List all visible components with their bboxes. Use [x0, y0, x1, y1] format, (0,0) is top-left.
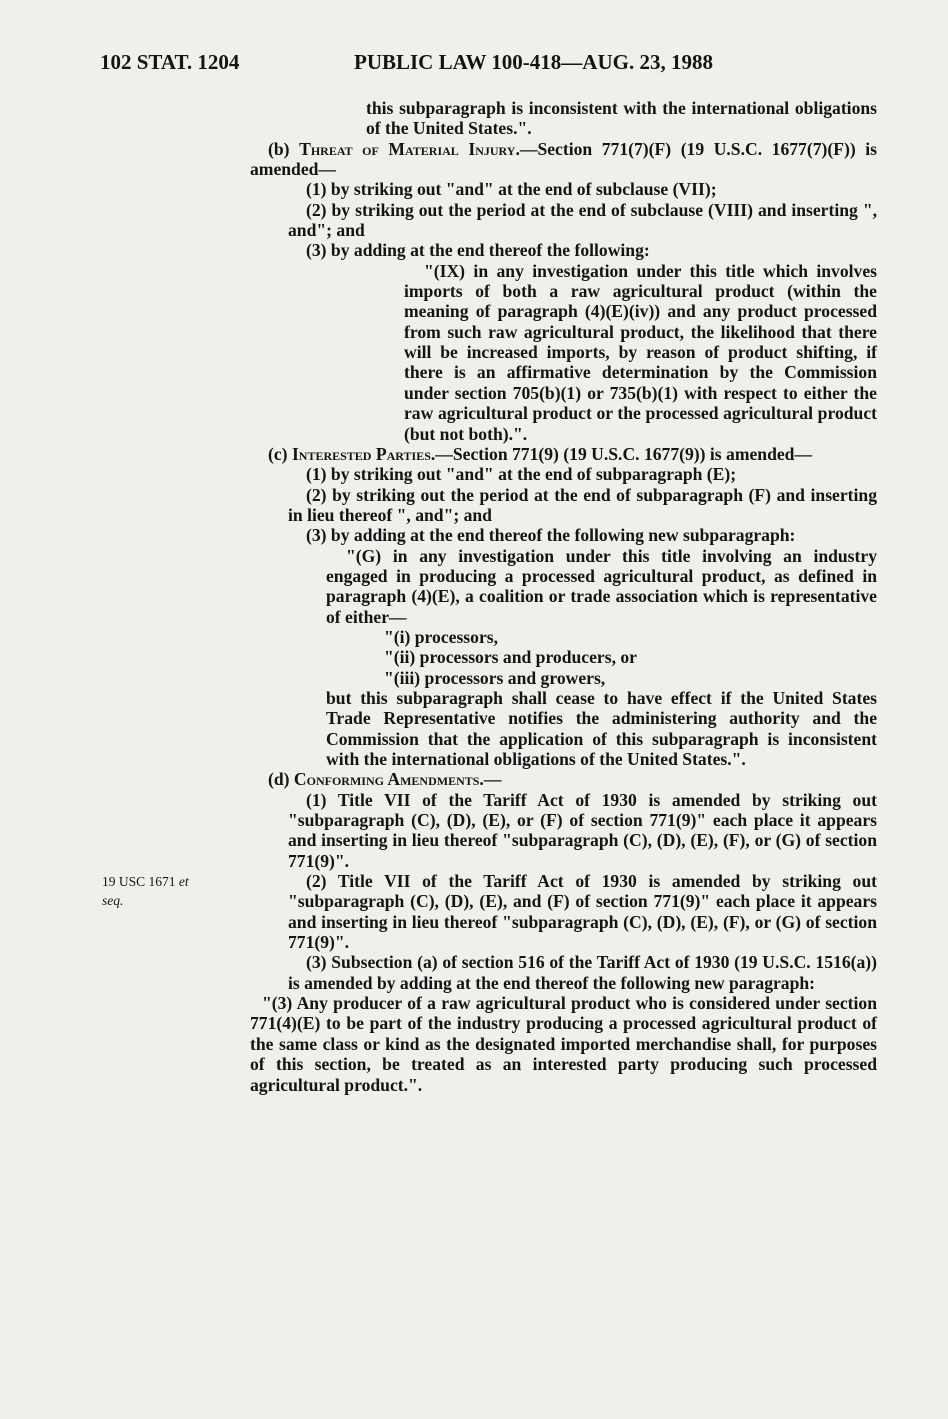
page-header [100, 50, 880, 80]
subsection-d-item-2: (2) Title VII of the Tariff Act of 1930 is amended by striking out "subparagraph (C), (D), (E), and (F) of section 771(9)" each place it appears and inserting in lieu thereof "subparagraph (C), (D), (E), (F), or (G) of section 771(9)". [288, 871, 877, 953]
subsection-b-item-3: (3) by adding at the end thereof the following: [306, 240, 650, 261]
subsection-d [250, 769, 877, 789]
margin-citation [102, 872, 222, 910]
subsection-b-heading: Threat of Material Injury. [299, 138, 520, 159]
subsection-c-heading: Interested Parties. [291, 443, 436, 464]
subsection-c [250, 444, 877, 464]
body-text [250, 98, 877, 1095]
subsection-b-text: —Section 771(7)(F) (19 U.S.C. 1677(7)(F)) is amended— [250, 138, 877, 180]
subparagraph-g-ii: "(ii) processors and producers, or [384, 647, 637, 668]
public-law-title: PUBLIC LAW 100-418—AUG. 23, 1988 [354, 50, 713, 74]
subclause-ix: "(IX) in any investigation under this title which involves imports of both a raw agricultural product (within the meaning of paragraph (4)(E)(iv)) and any product processed from such raw agricultural product, the likelihood that there will be increased imports, by reason of product shifting, if there is an affirmative determination by the Commission under section 705(b)(1) or 735(b)(1) with respect to either the raw agricultural product or the processed agricultural product (but not both).". [404, 260, 877, 444]
subparagraph-g-i: "(i) processors, [384, 626, 499, 647]
margin-citation-seq: seq. [102, 893, 124, 908]
subsection-d-item-1: (1) Title VII of the Tariff Act of 1930 is amended by striking out "subparagraph (C), (D), (E), or (F) of section 771(9)" each place it appears and inserting in lieu thereof "subparagraph (C), (D), (E), (F), or (G) of section 771(9)". [288, 789, 877, 871]
subsection-d-dash: — [483, 769, 502, 790]
subsection-d-heading: Conforming Amendments. [293, 769, 484, 790]
subsection-c-label: (c) [268, 443, 288, 464]
subsection-c-item-1: (1) by striking out "and" at the end of subparagraph (E); [306, 464, 737, 485]
continuation-paragraph: this subparagraph is inconsistent with the international obligations of the United States.". [366, 98, 877, 139]
statute-page-number: 102 STAT. 1204 [100, 50, 240, 74]
subsection-b-item-1: (1) by striking out "and" at the end of subclause (VII); [306, 179, 717, 200]
subparagraph-g-tail: but this subparagraph shall cease to have effect if the United States Trade Representative notifies the administering authority and the Commission that the application of this subparagraph is inconsistent with the international obligations of the United States.". [326, 687, 877, 769]
subsection-b-item-2: (2) by striking out the period at the end of subclause (VIII) and inserting ", and"; and [288, 199, 877, 241]
subsection-d-item-3: (3) Subsection (a) of section 516 of the Tariff Act of 1930 (19 U.S.C. 1516(a)) is amended by adding at the end thereof the following new paragraph: [288, 952, 877, 993]
margin-citation-et: et [178, 874, 189, 889]
subsection-b [250, 139, 877, 180]
subsection-c-item-3: (3) by adding at the end thereof the following new subparagraph: [306, 525, 796, 546]
subsection-c-item-2: (2) by striking out the period at the end of subparagraph (F) and inserting in lieu thereof ", and"; and [288, 484, 877, 525]
subsection-d-label: (d) [268, 769, 290, 790]
quoted-paragraph-3: "(3) Any producer of a raw agricultural product who is considered under section 771(4)(E) to be part of the industry producing a processed agricultural product of the same class or kind as the designated imported merchandise shall, for purposes of this section, be treated as an interested party producing such processed agricultural product.". [250, 993, 877, 1095]
margin-citation-text: 19 USC 1671 [102, 874, 176, 889]
subparagraph-g-iii: "(iii) processors and growers, [384, 667, 606, 688]
subsection-c-text: —Section 771(9) (19 U.S.C. 1677(9)) is amended— [435, 443, 813, 464]
subparagraph-g: "(G) in any investigation under this title involving an industry engaged in producing a processed agricultural product, as defined in paragraph (4)(E), a coalition or trade association which is representative of either— [326, 545, 877, 627]
subsection-b-label: (b) [268, 138, 290, 159]
